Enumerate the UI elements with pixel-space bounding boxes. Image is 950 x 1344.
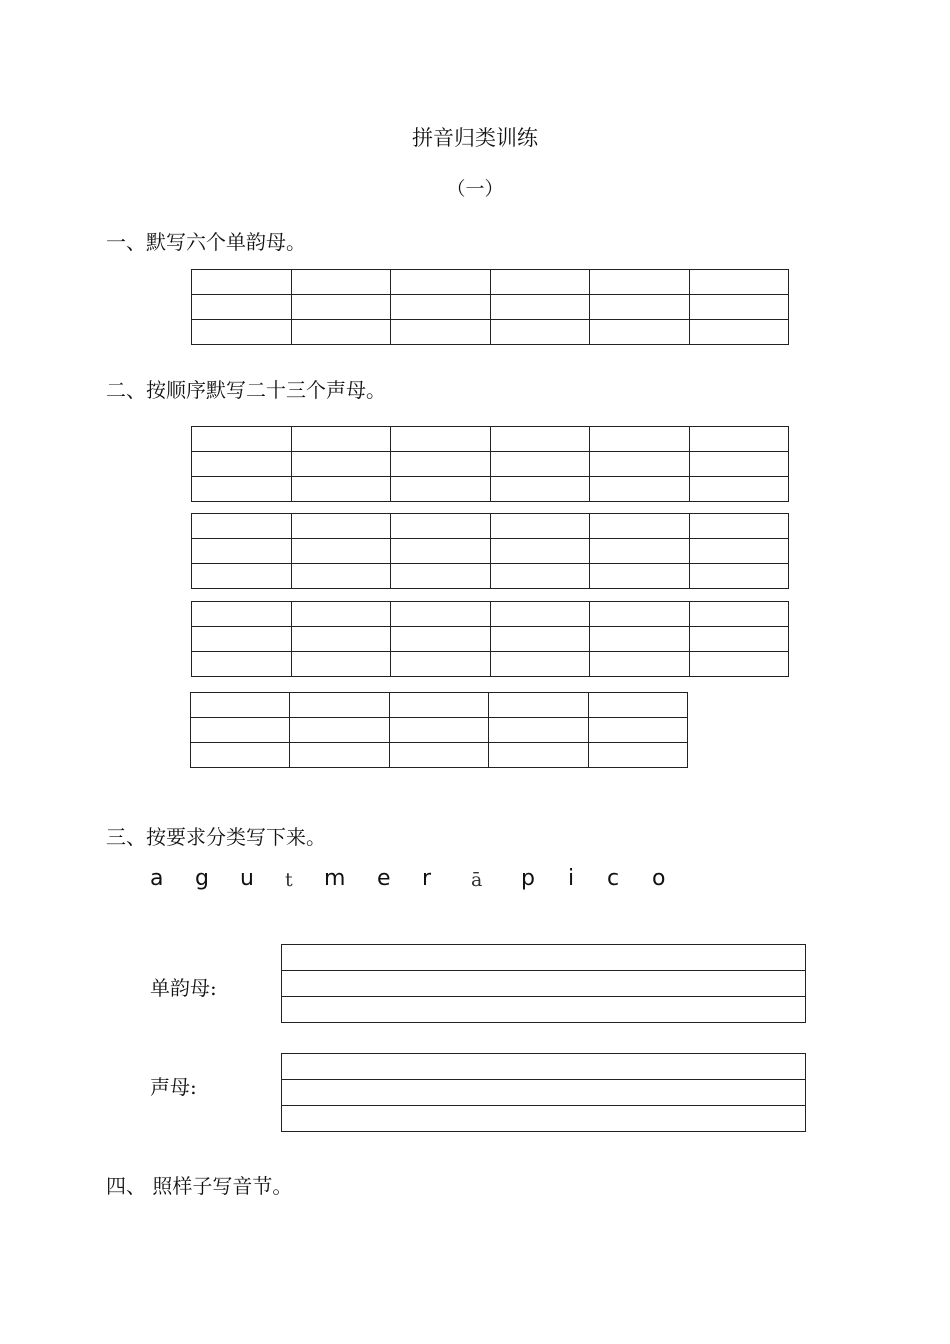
section-3-heading: 三、按要求分类写下来。 — [106, 825, 326, 849]
letter: p — [521, 866, 535, 891]
letter: a — [150, 866, 164, 891]
section-4-heading: 四、 照样子写音节。 — [106, 1174, 293, 1198]
initials-grid-3[interactable] — [191, 601, 789, 677]
initials-grid-1[interactable] — [191, 426, 789, 502]
single-finals-label: 单韵母: — [150, 976, 217, 1000]
letter: u — [240, 866, 254, 891]
section-2-heading: 二、按顺序默写二十三个声母。 — [106, 378, 386, 402]
initials-label: 声母: — [150, 1075, 197, 1099]
initials-grid-2[interactable] — [191, 513, 789, 589]
letter: t — [285, 869, 293, 891]
page-title: 拼音归类训练 — [412, 126, 538, 150]
letter: e — [377, 866, 391, 891]
letter: i — [568, 866, 575, 891]
page-subtitle: （一） — [446, 178, 504, 200]
initials-writing-lines[interactable] — [281, 1053, 806, 1132]
letter: m — [324, 866, 346, 891]
letter: g — [195, 866, 209, 891]
single-finals-grid[interactable] — [191, 269, 789, 345]
letter: o — [652, 866, 666, 891]
letter: r — [422, 866, 432, 891]
section-1-heading: 一、默写六个单韵母。 — [106, 230, 306, 254]
letter: c — [607, 866, 620, 891]
letter: ā — [471, 869, 483, 891]
initials-grid-4[interactable] — [190, 692, 688, 768]
single-finals-writing-lines[interactable] — [281, 944, 806, 1023]
